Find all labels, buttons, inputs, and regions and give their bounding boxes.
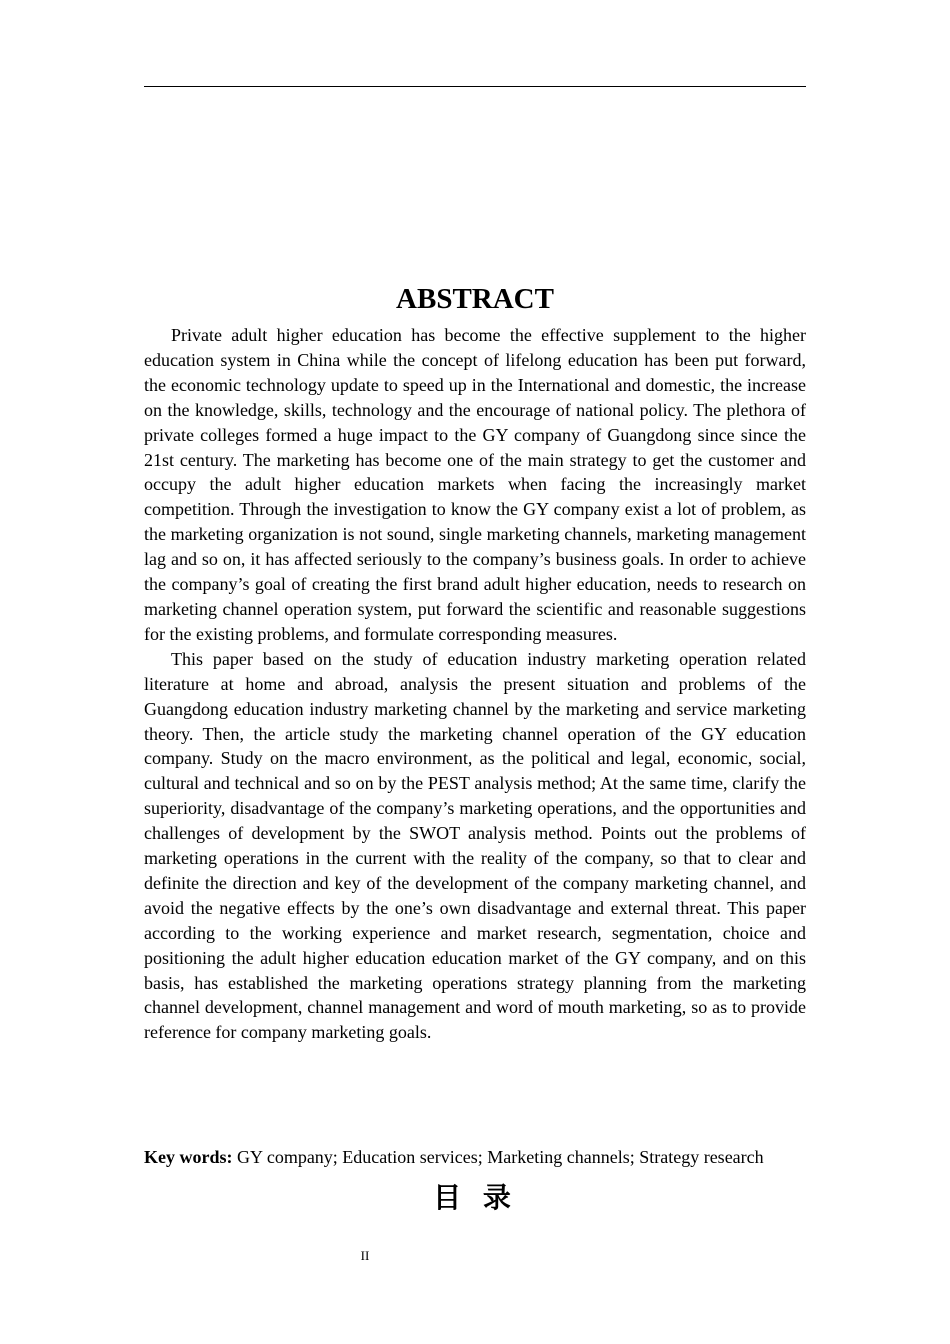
page-number: II [360, 1248, 370, 1263]
abstract-body [144, 323, 806, 1045]
abstract-paragraph-1: Private adult higher education has become the effective supplement to the higher education system in China while the concept of lifelong education has been put forward, the economic technology update to speed up in the International and domestic, the increase on the knowledge, skills, technology and the encourage of national policy. The plethora of private colleges formed a huge impact to the GY company of Guangdong since since the 21st century. The marketing has become one of the main strategy to get the customer and occupy the adult higher education markets when facing the increasingly market competition. Through the investigation to know the GY company exist a lot of problem, as the marketing organization is not sound, single marketing channels, marketing management lag and so on, it has affected seriously to the company’s business goals. In order to achieve the company’s goal of creating the first brand adult higher education, needs to research on marketing channel operation system, put forward the scientific and reasonable suggestions for the existing problems, and formulate corresponding measures. [144, 325, 806, 644]
header-rule [144, 86, 806, 87]
keywords-label: Key words: [144, 1147, 233, 1167]
abstract-title: ABSTRACT [396, 283, 554, 315]
toc-heading: 目 录 [433, 1181, 517, 1214]
keywords-line [144, 1145, 824, 1170]
keywords-text: GY company; Education services; Marketing channels; Strategy research [232, 1147, 764, 1167]
abstract-paragraph-2: This paper based on the study of education industry marketing operation related literature at home and abroad, analysis the present situation and problems of the Guangdong education industry marketing channel by the marketing and service marketing theory. Then, the article study the marketing channel operation of the GY education company. Study on the macro environment, as the political and legal, economic, social, cultural and technical and so on by the PEST analysis method; At the same time, clarify the superiority, disadvantage of the company’s marketing operations, and the opportunities and challenges of development by the SWOT analysis method. Points out the problems of marketing operations in the current with the reality of the company, so that to clear and definite the direction and key of the development of the company marketing channel, and avoid the negative effects by the one’s own disadvantage and external threat. This paper according to the working experience and market research, segmentation, choice and positioning the adult higher education education market of the GY company, and on this basis, has established the marketing operations strategy planning from the marketing channel development, channel management and word of mouth marketing, so as to provide reference for company marketing goals. [144, 648, 806, 1043]
